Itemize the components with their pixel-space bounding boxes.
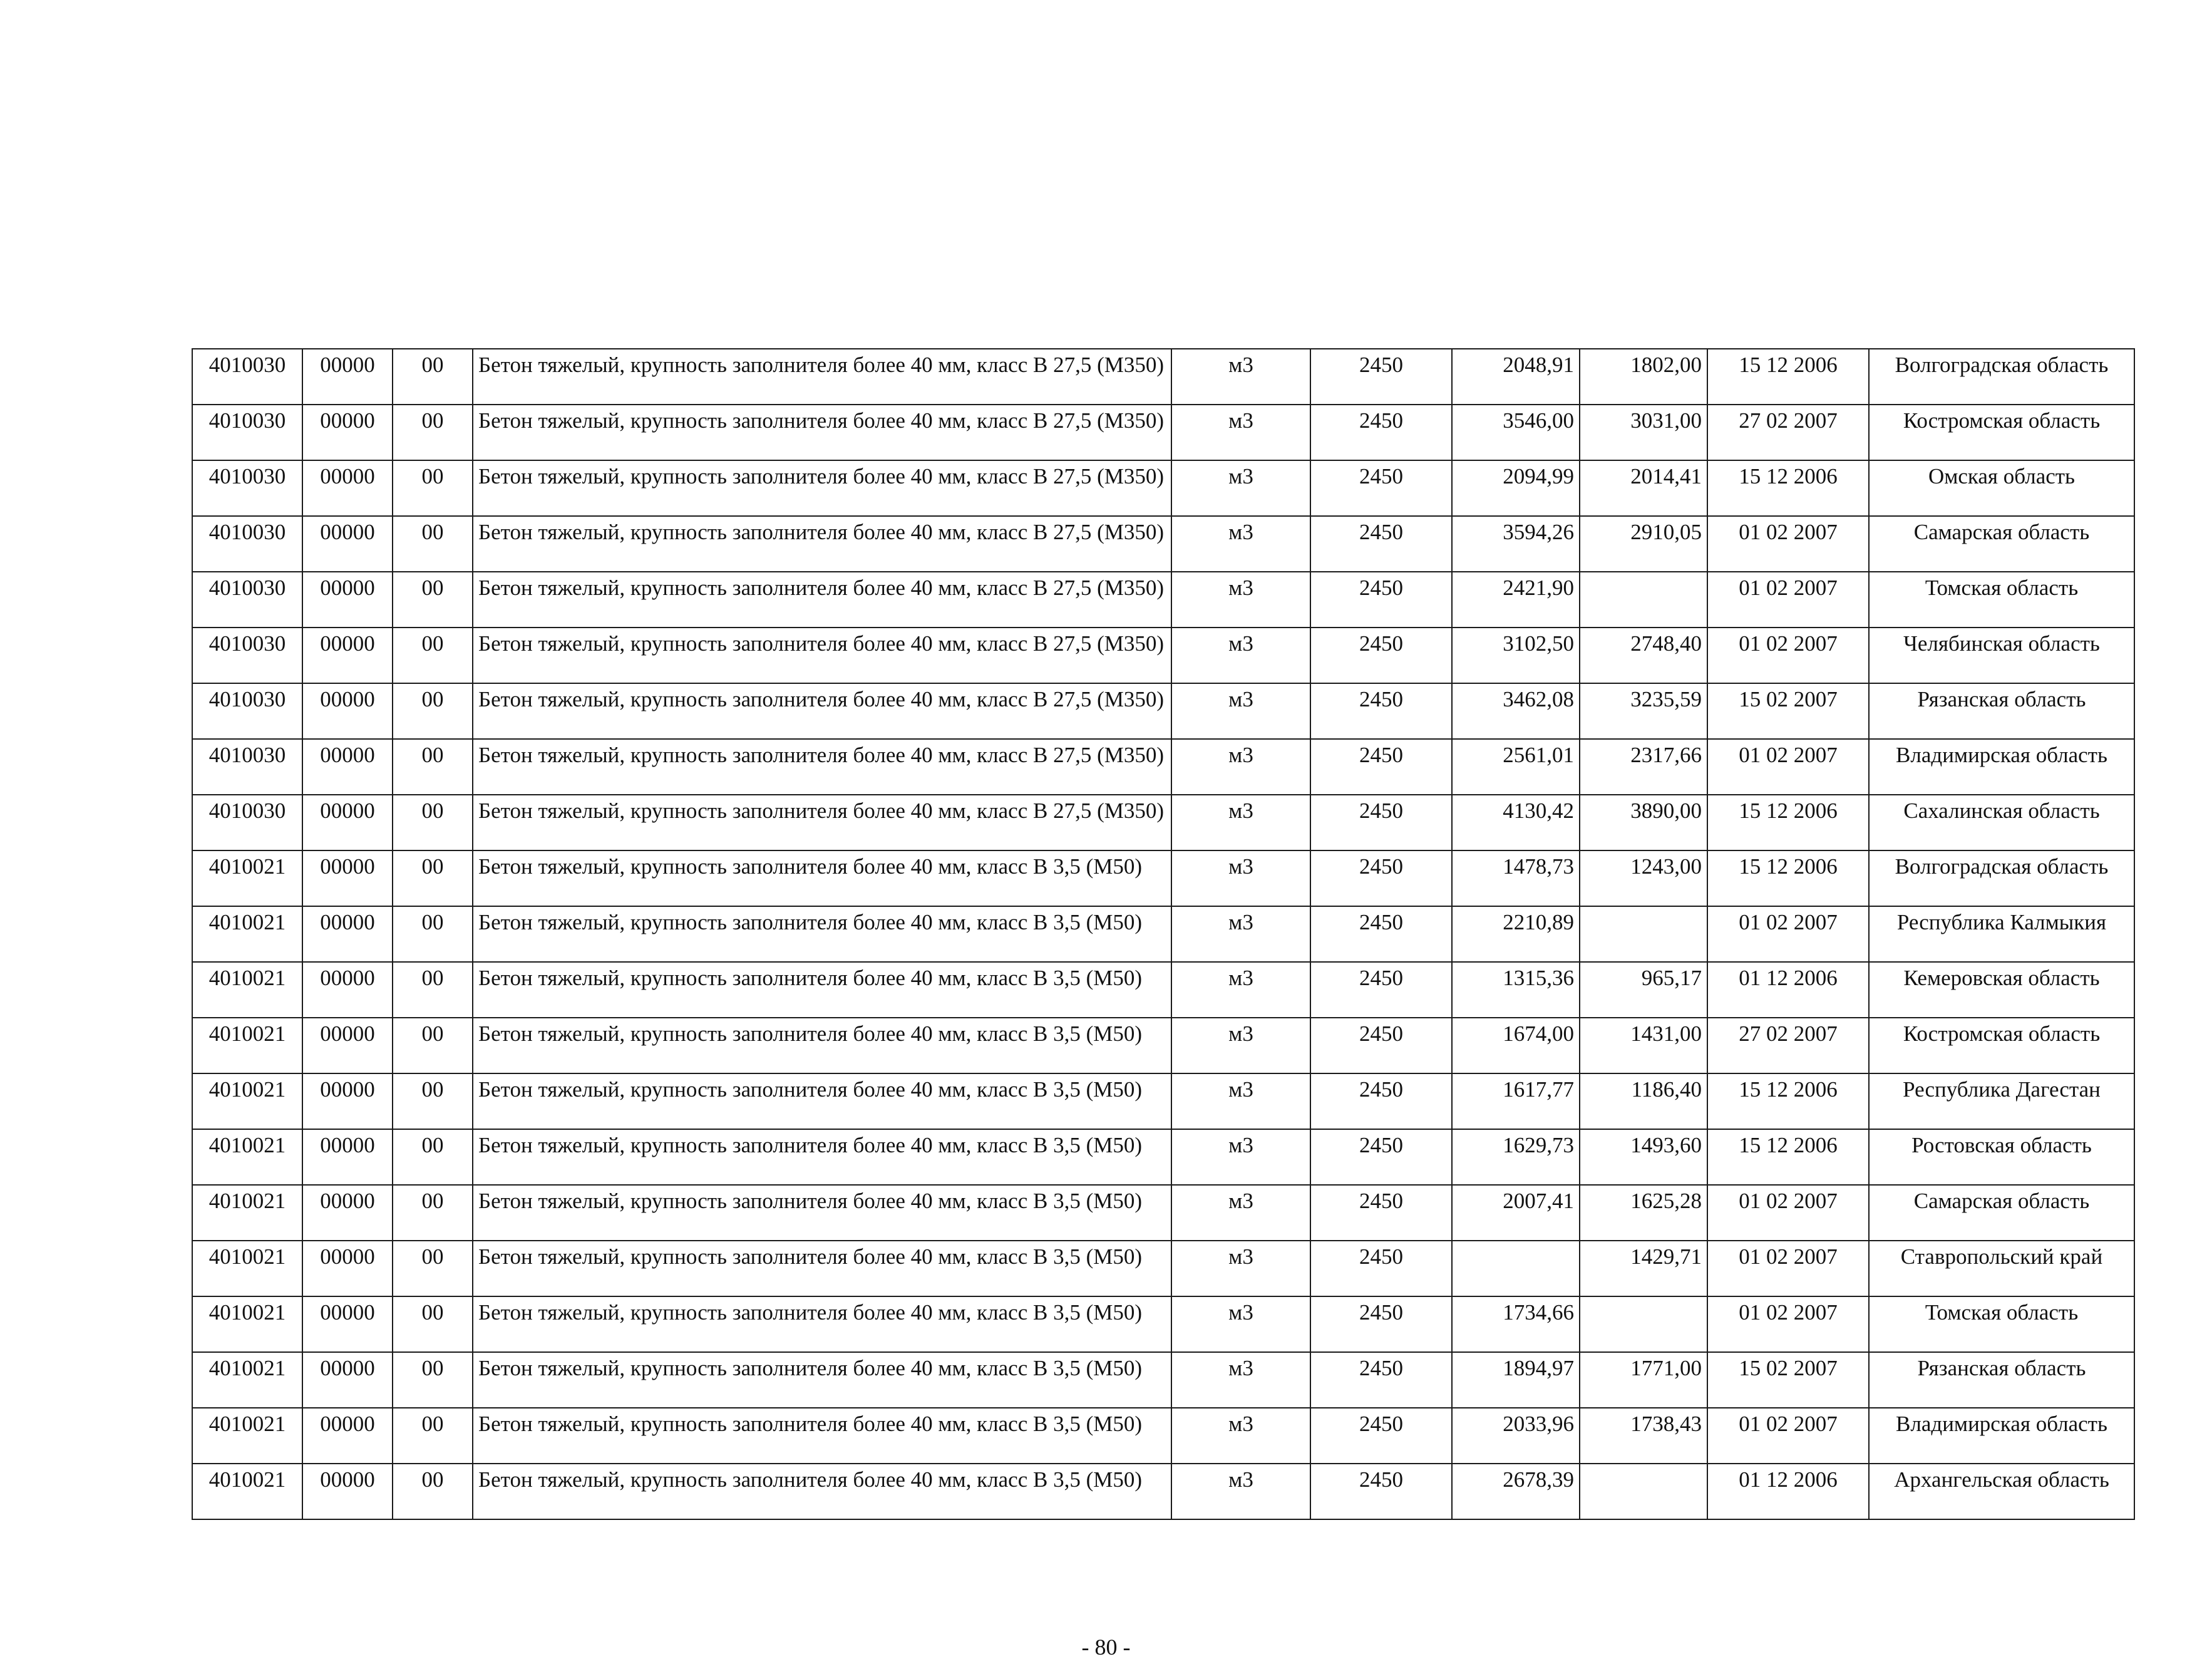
cell-suffix: 00 bbox=[393, 349, 473, 405]
table-row bbox=[192, 349, 2134, 405]
cell-description: Бетон тяжелый, крупность заполнителя более 40 мм, класс В 3,5 (М50) bbox=[473, 1129, 1171, 1185]
cell-subcode: 00000 bbox=[302, 1129, 393, 1185]
cell-date: 01 02 2007 bbox=[1707, 572, 1869, 628]
cell-region: Томская область bbox=[1869, 572, 2134, 628]
cell-description: Бетон тяжелый, крупность заполнителя более 40 мм, класс В 27,5 (М350) bbox=[473, 795, 1171, 850]
cell-unit: м3 bbox=[1171, 1185, 1310, 1241]
cell-code: 4010021 bbox=[192, 1185, 302, 1241]
cell-date: 01 12 2006 bbox=[1707, 962, 1869, 1018]
cell-code: 4010030 bbox=[192, 683, 302, 739]
cell-code: 4010021 bbox=[192, 1464, 302, 1519]
table-row bbox=[192, 739, 2134, 795]
cell-region: Омская область bbox=[1869, 460, 2134, 516]
cell-code: 4010030 bbox=[192, 516, 302, 572]
cell-price-1: 3462,08 bbox=[1452, 683, 1580, 739]
table-row bbox=[192, 906, 2134, 962]
cell-region: Волгоградская область bbox=[1869, 850, 2134, 906]
cell-subcode: 00000 bbox=[302, 349, 393, 405]
table-row bbox=[192, 795, 2134, 850]
cell-weight: 2450 bbox=[1310, 1296, 1452, 1352]
cell-date: 15 02 2007 bbox=[1707, 683, 1869, 739]
cell-price-1 bbox=[1452, 1241, 1580, 1296]
cell-unit: м3 bbox=[1171, 1464, 1310, 1519]
cell-region: Самарская область bbox=[1869, 516, 2134, 572]
cell-price-1: 1478,73 bbox=[1452, 850, 1580, 906]
cell-code: 4010021 bbox=[192, 1241, 302, 1296]
cell-price-2: 965,17 bbox=[1580, 962, 1707, 1018]
cell-unit: м3 bbox=[1171, 1408, 1310, 1464]
cell-code: 4010021 bbox=[192, 1408, 302, 1464]
cell-description: Бетон тяжелый, крупность заполнителя более 40 мм, класс В 27,5 (М350) bbox=[473, 460, 1171, 516]
cell-price-2: 1493,60 bbox=[1580, 1129, 1707, 1185]
cell-region: Сахалинская область bbox=[1869, 795, 2134, 850]
cell-price-1: 1617,77 bbox=[1452, 1073, 1580, 1129]
cell-unit: м3 bbox=[1171, 850, 1310, 906]
cell-description: Бетон тяжелый, крупность заполнителя более 40 мм, класс В 3,5 (М50) bbox=[473, 962, 1171, 1018]
cell-price-2: 1243,00 bbox=[1580, 850, 1707, 906]
cell-region: Ставропольский край bbox=[1869, 1241, 2134, 1296]
cell-unit: м3 bbox=[1171, 349, 1310, 405]
cell-date: 01 12 2006 bbox=[1707, 1464, 1869, 1519]
table-row bbox=[192, 516, 2134, 572]
table-row bbox=[192, 850, 2134, 906]
cell-weight: 2450 bbox=[1310, 850, 1452, 906]
cell-unit: м3 bbox=[1171, 1352, 1310, 1408]
table-row bbox=[192, 1352, 2134, 1408]
cell-price-2: 1625,28 bbox=[1580, 1185, 1707, 1241]
cell-price-1: 3594,26 bbox=[1452, 516, 1580, 572]
cell-price-1: 1315,36 bbox=[1452, 962, 1580, 1018]
cell-unit: м3 bbox=[1171, 1018, 1310, 1073]
cell-weight: 2450 bbox=[1310, 628, 1452, 683]
cell-suffix: 00 bbox=[393, 1129, 473, 1185]
price-table bbox=[192, 348, 2135, 1520]
cell-description: Бетон тяжелый, крупность заполнителя более 40 мм, класс В 27,5 (М350) bbox=[473, 349, 1171, 405]
cell-date: 01 02 2007 bbox=[1707, 628, 1869, 683]
cell-price-2 bbox=[1580, 1464, 1707, 1519]
cell-price-2 bbox=[1580, 572, 1707, 628]
cell-unit: м3 bbox=[1171, 405, 1310, 460]
cell-region: Республика Дагестан bbox=[1869, 1073, 2134, 1129]
cell-weight: 2450 bbox=[1310, 1241, 1452, 1296]
cell-weight: 2450 bbox=[1310, 1129, 1452, 1185]
cell-description: Бетон тяжелый, крупность заполнителя более 40 мм, класс В 3,5 (М50) bbox=[473, 1241, 1171, 1296]
cell-date: 15 12 2006 bbox=[1707, 850, 1869, 906]
cell-weight: 2450 bbox=[1310, 1464, 1452, 1519]
cell-region: Самарская область bbox=[1869, 1185, 2134, 1241]
cell-region: Рязанская область bbox=[1869, 683, 2134, 739]
cell-price-1: 2048,91 bbox=[1452, 349, 1580, 405]
table-row bbox=[192, 962, 2134, 1018]
cell-price-1: 3102,50 bbox=[1452, 628, 1580, 683]
table-body bbox=[192, 349, 2134, 1519]
cell-price-2: 1738,43 bbox=[1580, 1408, 1707, 1464]
cell-date: 01 02 2007 bbox=[1707, 739, 1869, 795]
cell-price-1: 2210,89 bbox=[1452, 906, 1580, 962]
cell-unit: м3 bbox=[1171, 1296, 1310, 1352]
cell-weight: 2450 bbox=[1310, 962, 1452, 1018]
cell-unit: м3 bbox=[1171, 962, 1310, 1018]
cell-suffix: 00 bbox=[393, 516, 473, 572]
cell-date: 15 12 2006 bbox=[1707, 795, 1869, 850]
cell-description: Бетон тяжелый, крупность заполнителя более 40 мм, класс В 3,5 (М50) bbox=[473, 1352, 1171, 1408]
cell-subcode: 00000 bbox=[302, 1296, 393, 1352]
cell-unit: м3 bbox=[1171, 628, 1310, 683]
cell-date: 15 12 2006 bbox=[1707, 349, 1869, 405]
cell-subcode: 00000 bbox=[302, 739, 393, 795]
cell-price-1: 1629,73 bbox=[1452, 1129, 1580, 1185]
cell-suffix: 00 bbox=[393, 1296, 473, 1352]
cell-price-1: 2094,99 bbox=[1452, 460, 1580, 516]
cell-code: 4010021 bbox=[192, 1073, 302, 1129]
table-row bbox=[192, 460, 2134, 516]
cell-price-1: 4130,42 bbox=[1452, 795, 1580, 850]
cell-description: Бетон тяжелый, крупность заполнителя более 40 мм, класс В 27,5 (М350) bbox=[473, 628, 1171, 683]
cell-region: Кемеровская область bbox=[1869, 962, 2134, 1018]
cell-subcode: 00000 bbox=[302, 683, 393, 739]
cell-weight: 2450 bbox=[1310, 1073, 1452, 1129]
cell-date: 01 02 2007 bbox=[1707, 1185, 1869, 1241]
cell-code: 4010030 bbox=[192, 405, 302, 460]
cell-code: 4010021 bbox=[192, 850, 302, 906]
cell-price-2: 3235,59 bbox=[1580, 683, 1707, 739]
cell-code: 4010021 bbox=[192, 1129, 302, 1185]
cell-subcode: 00000 bbox=[302, 1018, 393, 1073]
cell-region: Ростовская область bbox=[1869, 1129, 2134, 1185]
cell-price-2: 1771,00 bbox=[1580, 1352, 1707, 1408]
cell-price-2: 2748,40 bbox=[1580, 628, 1707, 683]
cell-subcode: 00000 bbox=[302, 850, 393, 906]
cell-price-2: 2910,05 bbox=[1580, 516, 1707, 572]
cell-subcode: 00000 bbox=[302, 405, 393, 460]
cell-subcode: 00000 bbox=[302, 516, 393, 572]
cell-region: Архангельская область bbox=[1869, 1464, 2134, 1519]
cell-suffix: 00 bbox=[393, 1241, 473, 1296]
cell-subcode: 00000 bbox=[302, 1352, 393, 1408]
cell-description: Бетон тяжелый, крупность заполнителя более 40 мм, класс В 27,5 (М350) bbox=[473, 683, 1171, 739]
cell-suffix: 00 bbox=[393, 1018, 473, 1073]
cell-price-2 bbox=[1580, 906, 1707, 962]
cell-weight: 2450 bbox=[1310, 572, 1452, 628]
cell-suffix: 00 bbox=[393, 1073, 473, 1129]
cell-unit: м3 bbox=[1171, 1129, 1310, 1185]
cell-region: Владимирская область bbox=[1869, 739, 2134, 795]
table-row bbox=[192, 572, 2134, 628]
cell-unit: м3 bbox=[1171, 906, 1310, 962]
cell-suffix: 00 bbox=[393, 1185, 473, 1241]
cell-description: Бетон тяжелый, крупность заполнителя более 40 мм, класс В 3,5 (М50) bbox=[473, 1296, 1171, 1352]
cell-price-2: 1186,40 bbox=[1580, 1073, 1707, 1129]
cell-date: 27 02 2007 bbox=[1707, 1018, 1869, 1073]
cell-region: Владимирская область bbox=[1869, 1408, 2134, 1464]
cell-weight: 2450 bbox=[1310, 405, 1452, 460]
cell-unit: м3 bbox=[1171, 572, 1310, 628]
cell-weight: 2450 bbox=[1310, 1352, 1452, 1408]
cell-subcode: 00000 bbox=[302, 906, 393, 962]
table-row bbox=[192, 1185, 2134, 1241]
table-row bbox=[192, 1464, 2134, 1519]
cell-date: 15 12 2006 bbox=[1707, 460, 1869, 516]
cell-unit: м3 bbox=[1171, 683, 1310, 739]
table-row bbox=[192, 405, 2134, 460]
cell-weight: 2450 bbox=[1310, 906, 1452, 962]
cell-code: 4010021 bbox=[192, 1352, 302, 1408]
cell-unit: м3 bbox=[1171, 739, 1310, 795]
cell-weight: 2450 bbox=[1310, 739, 1452, 795]
cell-price-1: 1734,66 bbox=[1452, 1296, 1580, 1352]
cell-subcode: 00000 bbox=[302, 460, 393, 516]
cell-date: 15 12 2006 bbox=[1707, 1073, 1869, 1129]
cell-price-2: 1431,00 bbox=[1580, 1018, 1707, 1073]
cell-code: 4010030 bbox=[192, 460, 302, 516]
cell-price-2: 2317,66 bbox=[1580, 739, 1707, 795]
cell-price-1: 3546,00 bbox=[1452, 405, 1580, 460]
cell-description: Бетон тяжелый, крупность заполнителя более 40 мм, класс В 27,5 (М350) bbox=[473, 516, 1171, 572]
cell-price-2: 3031,00 bbox=[1580, 405, 1707, 460]
cell-weight: 2450 bbox=[1310, 349, 1452, 405]
cell-subcode: 00000 bbox=[302, 1073, 393, 1129]
cell-weight: 2450 bbox=[1310, 683, 1452, 739]
cell-date: 01 02 2007 bbox=[1707, 1241, 1869, 1296]
cell-unit: м3 bbox=[1171, 1241, 1310, 1296]
cell-description: Бетон тяжелый, крупность заполнителя более 40 мм, класс В 27,5 (М350) bbox=[473, 572, 1171, 628]
table-row bbox=[192, 1296, 2134, 1352]
cell-description: Бетон тяжелый, крупность заполнителя более 40 мм, класс В 3,5 (М50) bbox=[473, 1018, 1171, 1073]
cell-subcode: 00000 bbox=[302, 962, 393, 1018]
cell-region: Костромская область bbox=[1869, 405, 2134, 460]
cell-weight: 2450 bbox=[1310, 1018, 1452, 1073]
cell-price-1: 2421,90 bbox=[1452, 572, 1580, 628]
cell-date: 01 02 2007 bbox=[1707, 906, 1869, 962]
cell-description: Бетон тяжелый, крупность заполнителя более 40 мм, класс В 3,5 (М50) bbox=[473, 1185, 1171, 1241]
cell-subcode: 00000 bbox=[302, 1408, 393, 1464]
cell-weight: 2450 bbox=[1310, 460, 1452, 516]
cell-region: Волгоградская область bbox=[1869, 349, 2134, 405]
cell-region: Костромская область bbox=[1869, 1018, 2134, 1073]
cell-code: 4010021 bbox=[192, 962, 302, 1018]
cell-suffix: 00 bbox=[393, 850, 473, 906]
table-row bbox=[192, 1073, 2134, 1129]
cell-description: Бетон тяжелый, крупность заполнителя более 40 мм, класс В 3,5 (М50) bbox=[473, 1464, 1171, 1519]
cell-suffix: 00 bbox=[393, 795, 473, 850]
cell-weight: 2450 bbox=[1310, 1408, 1452, 1464]
cell-code: 4010021 bbox=[192, 1296, 302, 1352]
cell-unit: м3 bbox=[1171, 516, 1310, 572]
cell-code: 4010030 bbox=[192, 795, 302, 850]
table-row bbox=[192, 1408, 2134, 1464]
cell-description: Бетон тяжелый, крупность заполнителя более 40 мм, класс В 3,5 (М50) bbox=[473, 1408, 1171, 1464]
cell-subcode: 00000 bbox=[302, 628, 393, 683]
cell-price-2: 2014,41 bbox=[1580, 460, 1707, 516]
cell-date: 01 02 2007 bbox=[1707, 516, 1869, 572]
cell-code: 4010021 bbox=[192, 1018, 302, 1073]
cell-suffix: 00 bbox=[393, 405, 473, 460]
table-row bbox=[192, 628, 2134, 683]
table-row bbox=[192, 1129, 2134, 1185]
cell-unit: м3 bbox=[1171, 460, 1310, 516]
cell-code: 4010030 bbox=[192, 739, 302, 795]
cell-suffix: 00 bbox=[393, 962, 473, 1018]
cell-description: Бетон тяжелый, крупность заполнителя более 40 мм, класс В 3,5 (М50) bbox=[473, 906, 1171, 962]
cell-price-1: 2561,01 bbox=[1452, 739, 1580, 795]
cell-price-1: 2007,41 bbox=[1452, 1185, 1580, 1241]
cell-suffix: 00 bbox=[393, 739, 473, 795]
cell-price-2: 1429,71 bbox=[1580, 1241, 1707, 1296]
cell-weight: 2450 bbox=[1310, 516, 1452, 572]
cell-subcode: 00000 bbox=[302, 1464, 393, 1519]
cell-suffix: 00 bbox=[393, 1352, 473, 1408]
cell-code: 4010030 bbox=[192, 349, 302, 405]
table-row bbox=[192, 1018, 2134, 1073]
cell-date: 01 02 2007 bbox=[1707, 1408, 1869, 1464]
cell-unit: м3 bbox=[1171, 795, 1310, 850]
cell-suffix: 00 bbox=[393, 460, 473, 516]
cell-description: Бетон тяжелый, крупность заполнителя более 40 мм, класс В 3,5 (М50) bbox=[473, 1073, 1171, 1129]
cell-suffix: 00 bbox=[393, 572, 473, 628]
cell-price-1: 2678,39 bbox=[1452, 1464, 1580, 1519]
cell-subcode: 00000 bbox=[302, 795, 393, 850]
cell-subcode: 00000 bbox=[302, 1241, 393, 1296]
cell-price-1: 1894,97 bbox=[1452, 1352, 1580, 1408]
cell-weight: 2450 bbox=[1310, 795, 1452, 850]
cell-suffix: 00 bbox=[393, 683, 473, 739]
cell-date: 15 12 2006 bbox=[1707, 1129, 1869, 1185]
cell-code: 4010021 bbox=[192, 906, 302, 962]
table-row bbox=[192, 683, 2134, 739]
cell-suffix: 00 bbox=[393, 1408, 473, 1464]
cell-description: Бетон тяжелый, крупность заполнителя более 40 мм, класс В 27,5 (М350) bbox=[473, 739, 1171, 795]
cell-description: Бетон тяжелый, крупность заполнителя более 40 мм, класс В 3,5 (М50) bbox=[473, 850, 1171, 906]
cell-description: Бетон тяжелый, крупность заполнителя более 40 мм, класс В 27,5 (М350) bbox=[473, 405, 1171, 460]
cell-date: 01 02 2007 bbox=[1707, 1296, 1869, 1352]
cell-code: 4010030 bbox=[192, 572, 302, 628]
cell-region: Рязанская область bbox=[1869, 1352, 2134, 1408]
cell-subcode: 00000 bbox=[302, 1185, 393, 1241]
cell-code: 4010030 bbox=[192, 628, 302, 683]
cell-subcode: 00000 bbox=[302, 572, 393, 628]
cell-price-1: 1674,00 bbox=[1452, 1018, 1580, 1073]
cell-suffix: 00 bbox=[393, 1464, 473, 1519]
table-row bbox=[192, 1241, 2134, 1296]
cell-price-1: 2033,96 bbox=[1452, 1408, 1580, 1464]
cell-price-2: 1802,00 bbox=[1580, 349, 1707, 405]
cell-unit: м3 bbox=[1171, 1073, 1310, 1129]
cell-region: Томская область bbox=[1869, 1296, 2134, 1352]
cell-suffix: 00 bbox=[393, 628, 473, 683]
cell-price-2 bbox=[1580, 1296, 1707, 1352]
cell-price-2: 3890,00 bbox=[1580, 795, 1707, 850]
cell-suffix: 00 bbox=[393, 906, 473, 962]
cell-weight: 2450 bbox=[1310, 1185, 1452, 1241]
cell-region: Челябинская область bbox=[1869, 628, 2134, 683]
cell-region: Республика Калмыкия bbox=[1869, 906, 2134, 962]
cell-date: 27 02 2007 bbox=[1707, 405, 1869, 460]
page-number: - 80 - bbox=[1081, 1635, 1131, 1660]
cell-date: 15 02 2007 bbox=[1707, 1352, 1869, 1408]
